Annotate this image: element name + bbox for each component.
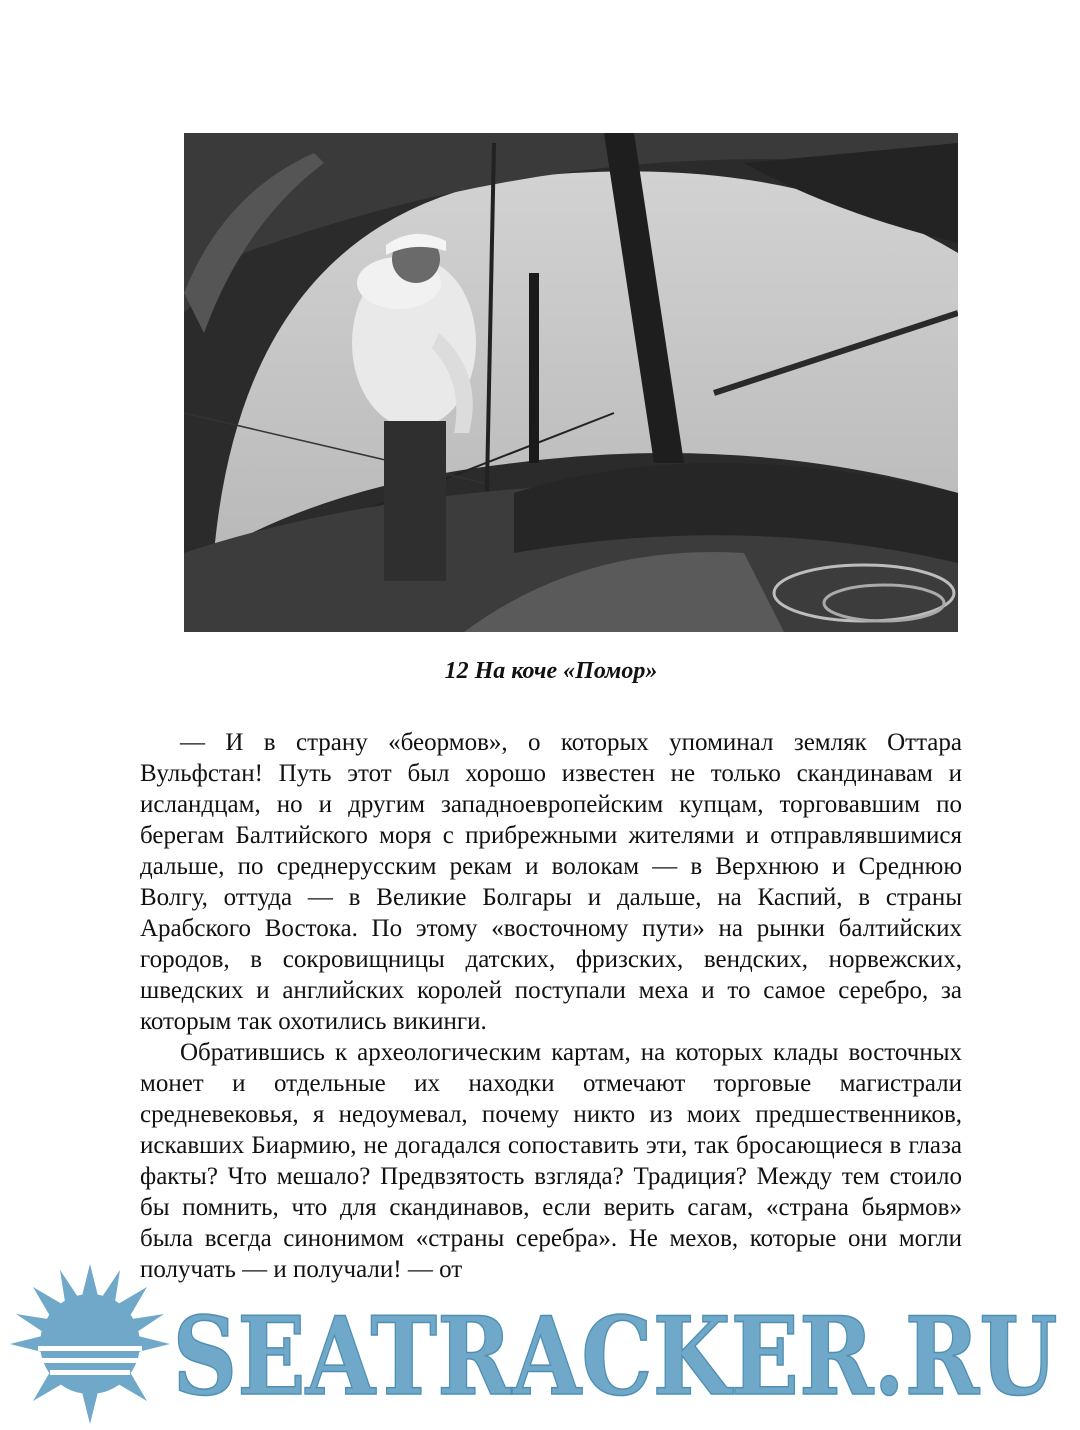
paragraph: — И в страну «беормов», о которых упоминал земляк Оттара Вульфстан! Путь этот был хорошо известен не только скандинавам и исландцам, но и другим западноевропейским купцам, торговавшим по берегам Балтийского моря с прибрежными жителями и отправлявшимися дальше, по среднерусским рекам и волокам — в Верхнюю и Среднюю Волгу, оттуда — в Великие Болгары и дальше, на Каспий, в страны Арабского Востока. По этому «восточному пути» на рынки балтийских городов, в сокровищницы датских, фризских, вендских, норвежских, шведских и английских королей поступали меха и то самое серебро, за которым так охотились викинги. [140,729,962,1035]
boat-photo [184,133,958,632]
watermark-graphic [0,1262,1080,1425]
photo-illustration [184,133,958,632]
sun-icon [10,1264,170,1424]
figure-caption: 12 На коче «Помор» [444,658,658,684]
body-text [140,727,962,1285]
site-watermark [0,1262,1080,1425]
watermark-text: SEATRACKER.RU [172,1294,1058,1420]
paragraph: Обратившись к археологическим картам, на которых клады восточных монет и отдельные их находки отмечают торговые магистрали средневековья, я недоумевал, почему никто из моих предшественников, искавших Биармию, не догадался сопоставить эти, так бросающиеся в глаза факты? Что мешало? Предвзятость взгляда? Традиция? Между тем стоило бы помнить, что для скандинавов, если верить сагам, «страна бьярмов» была всегда синонимом «страны серебра». Не мехов, которые они могли получать — и получали! — от [140,1039,962,1283]
